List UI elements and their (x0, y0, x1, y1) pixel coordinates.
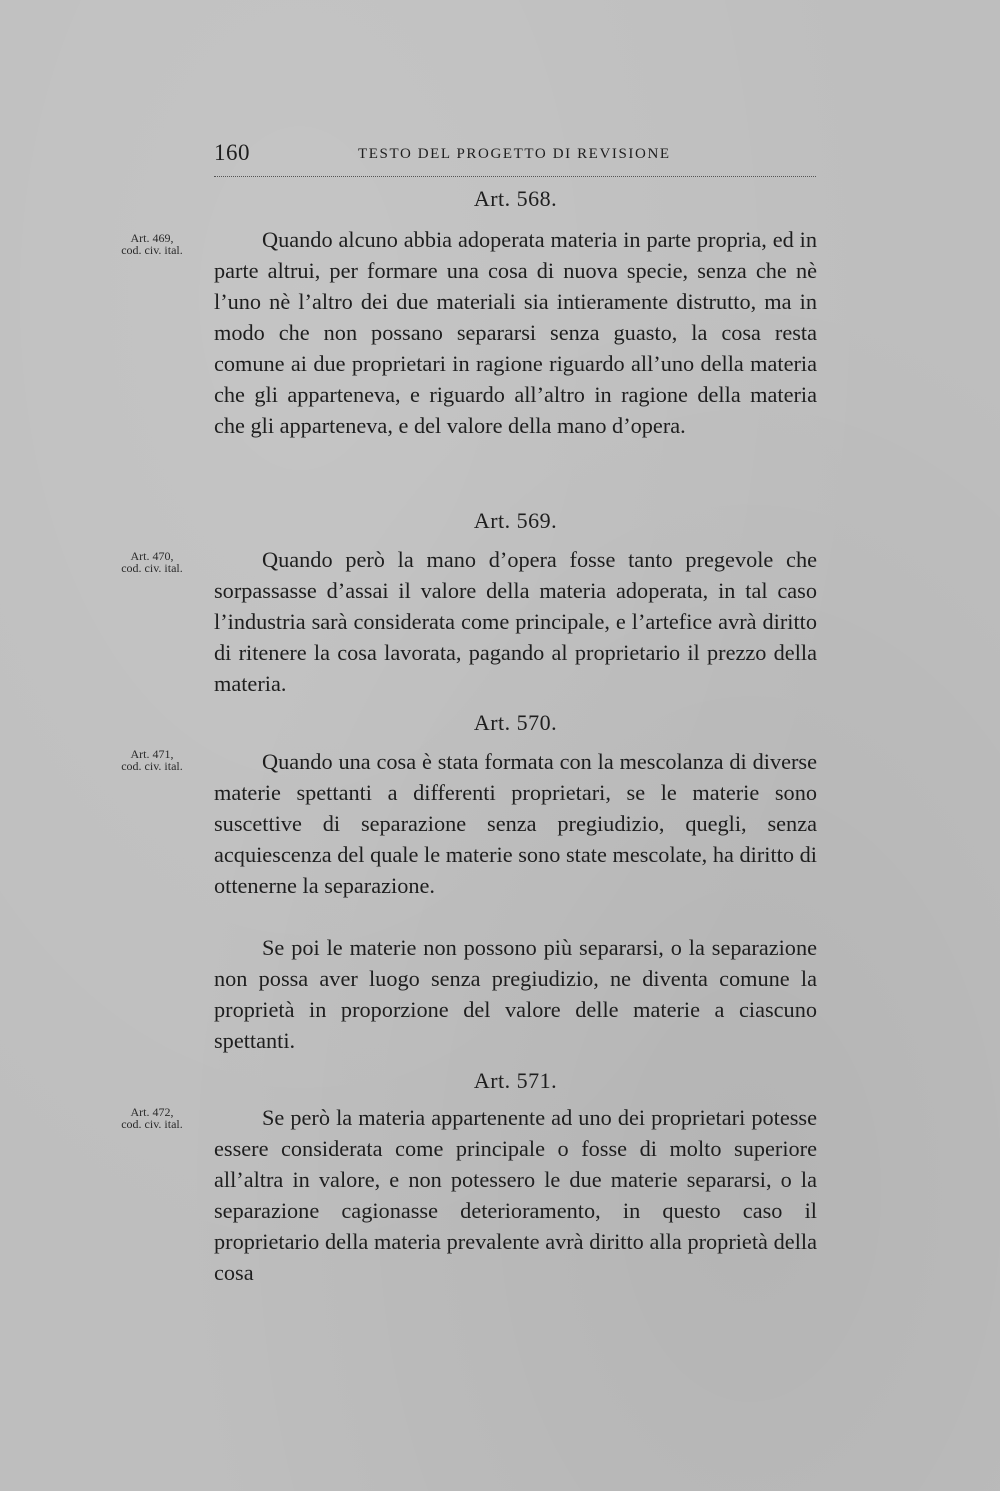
margin-note-line: Art. 470, (130, 549, 174, 563)
article-paragraph: Quando una cosa è stata formata con la mescolanza di diverse materie spettanti a differenti proprietari, se le materie sono suscettive di separazione senza pregiudizio, quegli, senza acquiescenza del quale le materie sono state mescolate, ha diritto di ottenerne la separazione. (214, 749, 817, 898)
article-paragraph: Quando però la mano d’opera fosse tanto pregevole che sorpassasse d’assai il valore della materia adoperata, in tal caso l’industria sarà considerata come principale, e l’artefice avrà diritto di ritenere la cosa lavorata, pagando al proprietario il prezzo della materia. (214, 547, 817, 696)
margin-note-line: Art. 471, (130, 747, 174, 761)
margin-note-art-569 (96, 550, 208, 574)
margin-note-line: Art. 472, (130, 1105, 174, 1119)
running-title: TESTO DEL PROGETTO DI REVISIONE (358, 146, 671, 162)
article-title: Art. 568. (473, 186, 558, 211)
article-paragraph: Se però la materia appartenente ad uno dei proprietari potesse essere considerata come principale o fosse di molto superiore all’altra in valore, e non potessero le due materie separarsi, o la separazione cagionasse deterioramento, in questo caso il proprietario della materia prevalente avrà diritto alla proprietà della cosa (214, 1105, 817, 1285)
article-title: Art. 569. (473, 508, 558, 533)
article-paragraph: Quando alcuno abbia adoperata materia in parte propria, ed in parte altrui, per formare una cosa di nuova specie, senza che nè l’uno nè l’altro dei due materiali sia intieramente distrutto, ma in modo che non possano separarsi senza guasto, la cosa resta comune ai due proprietari in ragione riguardo all’uno della materia che gli apparteneva, e riguardo all’altro in ragione della materia che gli apparteneva, e del valore della mano d’opera. (214, 227, 817, 438)
margin-note-line: cod. civ. ital. (121, 561, 183, 575)
page-header (214, 140, 816, 177)
page-number: 160 (214, 140, 250, 165)
margin-note-line: cod. civ. ital. (121, 243, 183, 257)
article-title: Art. 570. (473, 710, 558, 735)
margin-note-line: Art. 469, (130, 231, 174, 245)
margin-note-art-568 (96, 232, 208, 256)
margin-note-line: cod. civ. ital. (121, 759, 183, 773)
margin-note-art-570 (96, 748, 208, 772)
margin-note-art-571 (96, 1106, 208, 1130)
article-paragraph: Se poi le materie non possono più separarsi, o la separazione non possa aver luogo senza pregiudizio, ne diventa comune la proprietà in proporzione del valore delle materie a ciascuno spettanti. (214, 935, 817, 1053)
article-title: Art. 571. (473, 1068, 558, 1093)
margin-note-line: cod. civ. ital. (121, 1117, 183, 1131)
